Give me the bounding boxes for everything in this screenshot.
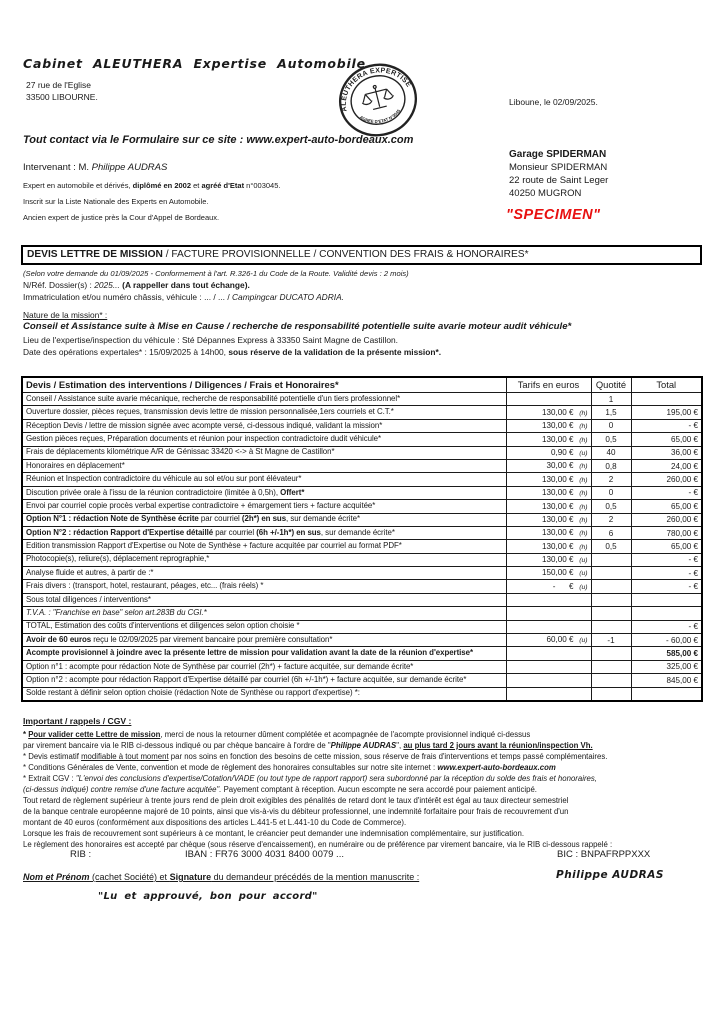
- fees-table: [21, 376, 703, 702]
- row-total: 585,00 €: [631, 647, 702, 660]
- row-description: Conseil / Assistance suite avarie mécanique, recherche de responsabilité potentielle d'un tiers professionnel*: [22, 393, 506, 406]
- row-total: 65,00 €: [631, 433, 702, 446]
- row-quotite: 2: [591, 513, 631, 526]
- row-tarif: [506, 647, 591, 660]
- cgv-line: * Pour valider cette Lettre de mission, merci de nous la retourner dûment complétée et acompagnée de l'acompte provisionnel indiqué ci-dessus: [23, 730, 531, 739]
- table-row: [22, 513, 702, 526]
- fees-table-wrap: [21, 376, 703, 702]
- row-description: Sous total diligences / interventions*: [22, 593, 506, 606]
- row-tarif: 30,00 € (h): [506, 459, 591, 472]
- row-total: 195,00 €: [631, 406, 702, 419]
- row-total: - €: [631, 580, 702, 593]
- company-name: Cabinet ALEUTHERA Expertise Automobile: [23, 56, 366, 71]
- table-row: [22, 500, 702, 513]
- cgv-line: * Devis estimatif modifiable à tout moment par nos soins en fonction des besoins de cette mission, sous réserve de frais d'interventions et temps passé complémentaires.: [23, 752, 608, 761]
- row-tarif: 130,00 € (h): [506, 540, 591, 553]
- row-quotite: 1: [591, 393, 631, 406]
- row-tarif: 130,00 € (h): [506, 500, 591, 513]
- table-row: [22, 419, 702, 432]
- row-description: Option n°1 : acompte pour rédaction Note de Synthèse par courriel (2h*) + facture acquitée, sur demande écrite*: [22, 660, 506, 673]
- row-total: - €: [631, 620, 702, 633]
- row-quotite: 0: [591, 486, 631, 499]
- row-description: Solde restant à définir selon option choisie (rédaction Note de Synthèse ou rapport d'expertise) *:: [22, 687, 506, 701]
- row-tarif: 130,00 € (h): [506, 406, 591, 419]
- row-tarif: [506, 607, 591, 620]
- row-tarif: [506, 593, 591, 606]
- header-tarif: Tarifs en euros: [506, 377, 591, 393]
- row-tarif: 130,00 € (h): [506, 526, 591, 539]
- signature-name: Philippe AUDRAS: [556, 869, 664, 881]
- bic-value: BIC : BNPAFRPPXXX: [557, 849, 651, 860]
- row-description: Option N°1 : rédaction Note de Synthèse écrite par courriel (2h*) en sus, sur demande écrite*: [22, 513, 506, 526]
- row-total: 845,00 €: [631, 674, 702, 687]
- table-row: [22, 607, 702, 620]
- row-quotite: 0: [591, 419, 631, 432]
- immatriculation-line: Immatriculation et/ou numéro châssis, véhicule : ... / ... / Campingcar DUCATO ADRIA.: [23, 292, 345, 302]
- row-total: [631, 593, 702, 606]
- row-description: Honoraires en déplacement*: [22, 459, 506, 472]
- row-description: Frais de déplacements kilométrique A/R de Génissac 33420 <-> à St Magne de Castillon*: [22, 446, 506, 459]
- row-total: 325,00 €: [631, 660, 702, 673]
- cgv-line: par virement bancaire via le RIB ci-dessous indiqué ou par chèque bancaire à l'ordre de "Philippe AUDRAS", au plus tard 2 jours avant la réunion/inspection Vh.: [23, 741, 593, 750]
- row-quotite: 0,8: [591, 459, 631, 472]
- cgv-line: montant de 40 euros (conformément aux dispositions des articles L.441-5 et L.441-10 du Code de Commerce).: [23, 818, 407, 827]
- row-total: [631, 687, 702, 701]
- row-tarif: 130,00 € (u): [506, 553, 591, 566]
- cgv-line: Le règlement des honoraires est accepté par chèque (sous réserve d'encaissement), en numéraire ou de préférence par virement bancaire, via le RIB ci-dessous rappelé :: [23, 840, 613, 849]
- table-row: [22, 393, 702, 406]
- cgv-line: Tout retard de règlement supérieur à trente jours rend de plein droit exigibles des pénalités de retard dont le taux d'intérêt est égal au taux directeur semestriel: [23, 796, 569, 805]
- stamp-top-text: ALEUTHERA EXPERTISE: [340, 67, 413, 113]
- row-total: - €: [631, 419, 702, 432]
- recipient-name: Garage SPIDERMAN: [509, 149, 607, 160]
- signature-mention: "Lu et approuvé, bon pour accord": [98, 891, 318, 902]
- row-total: 65,00 €: [631, 540, 702, 553]
- row-description: Edition transmission Rapport d'Expertise ou Note de Synthèse + facture acquitée par courriel au format PDF*: [22, 540, 506, 553]
- cgv-line: Lorsque les frais de recouvrement sont supérieurs à ce montant, le créancier peut demander une indemnisation complémentaire, sur justification.: [23, 829, 524, 838]
- row-tarif: - € (u): [506, 580, 591, 593]
- document-title: DEVIS LETTRE DE MISSION / FACTURE PROVISIONNELLE / CONVENTION DES FRAIS & HONORAIRES*: [21, 245, 702, 265]
- company-address-line2: 33500 LIBOURNE.: [26, 92, 98, 102]
- row-total: - €: [631, 553, 702, 566]
- company-stamp: [336, 60, 420, 140]
- table-header-row: [22, 377, 702, 393]
- row-quotite: [591, 607, 631, 620]
- recipient-block: [509, 148, 608, 200]
- row-quotite: 1,5: [591, 406, 631, 419]
- row-total: - €: [631, 486, 702, 499]
- row-total: - €: [631, 567, 702, 580]
- row-tarif: 130,00 € (h): [506, 419, 591, 432]
- table-row: [22, 634, 702, 647]
- row-tarif: 60,00 € (u): [506, 634, 591, 647]
- row-description: Gestion pièces reçues, Préparation documents et réunion pour inspection contradictoire dudit véhicule*: [22, 433, 506, 446]
- row-quotite: [591, 593, 631, 606]
- mission-date-ops: Date des opérations expertales* : 15/09/2025 à 14h00, sous réserve de la validation de la présente mission*.: [23, 347, 442, 357]
- row-quotite: [591, 567, 631, 580]
- row-tarif: [506, 393, 591, 406]
- table-row: [22, 473, 702, 486]
- rib-label: RIB :: [70, 849, 92, 860]
- header-total: Total: [631, 377, 702, 393]
- row-quotite: [591, 660, 631, 673]
- row-description: Réception Devis / lettre de mission signée avec acompte versé, ci-dessous indiqué, validant la mission*: [22, 419, 506, 432]
- stamp-bottom-text: AGREE D'ETAT N°3045: [358, 108, 402, 125]
- row-total: 65,00 €: [631, 500, 702, 513]
- row-tarif: 0,90 € (u): [506, 446, 591, 459]
- row-description: T.V.A. : "Franchise en base" selon art.283B du CGI.*: [22, 607, 506, 620]
- row-tarif: 150,00 € (u): [506, 567, 591, 580]
- recipient-street: 22 route de Saint Leger: [509, 175, 609, 186]
- row-quotite: 2: [591, 473, 631, 486]
- row-tarif: [506, 660, 591, 673]
- cgv-line: * Conditions Générales de Vente, convention et mode de règlement des honoraires consultables sur notre site internet : www.expert-auto-bordeaux.com: [23, 763, 556, 772]
- row-description: Envoi par courriel copie procès verbal expertise contradictoire + émargement tiers + facture acquitée*: [22, 500, 506, 513]
- row-total: [631, 607, 702, 620]
- table-row: [22, 446, 702, 459]
- row-total: 260,00 €: [631, 473, 702, 486]
- row-description: Photocopie(s), reliure(s), déplacement reprographie,*: [22, 553, 506, 566]
- header-description: Devis / Estimation des interventions / Diligences / Frais et Honoraires*: [22, 377, 506, 393]
- cgv-line: (ci-dessus indiqué) contre remise d'une facture acquitée". Payement comptant à réception. Aucun escompte ne sera accordé pour paiement anticipé.: [23, 785, 537, 794]
- row-quotite: 40: [591, 446, 631, 459]
- row-quotite: 0,5: [591, 500, 631, 513]
- cgv-line: de la banque centrale européenne majoré de 10 points, ainsi que vis-à-vis du débiteur professionnel, une indemnité forfaitaire pour frais de recouvrement d'un: [23, 807, 569, 816]
- company-address-line1: 27 rue de l'Eglise: [26, 80, 91, 90]
- row-quotite: 6: [591, 526, 631, 539]
- table-row: [22, 540, 702, 553]
- row-total: 36,00 €: [631, 446, 702, 459]
- table-row: [22, 660, 702, 673]
- credential-line-2: Inscrit sur la Liste Nationale des Experts en Automobile.: [23, 197, 209, 206]
- row-total: 260,00 €: [631, 513, 702, 526]
- row-description: Frais divers : (transport, hotel, restaurant, péages, etc... (frais réels) *: [22, 580, 506, 593]
- scales-icon: [359, 82, 396, 112]
- row-total: [631, 393, 702, 406]
- row-tarif: 130,00 € (h): [506, 473, 591, 486]
- table-row: [22, 526, 702, 539]
- recipient-city: 40250 MUGRON: [509, 188, 582, 199]
- row-quotite: [591, 647, 631, 660]
- table-row: [22, 687, 702, 701]
- specimen-watermark: "SPECIMEN": [506, 207, 601, 223]
- cgv-heading: Important / rappels / CGV :: [23, 716, 132, 726]
- row-tarif: [506, 674, 591, 687]
- row-description: Discution privée orale à l'issu de la réunion contradictoire (limitée à 0,5h), Offert*: [22, 486, 506, 499]
- table-row: [22, 567, 702, 580]
- row-quotite: 0,5: [591, 540, 631, 553]
- signature-instruction: Nom et Prénom (cachet Société) et Signature du demandeur précédés de la mention manuscrite :: [23, 872, 420, 882]
- table-row: [22, 406, 702, 419]
- row-total: 780,00 €: [631, 526, 702, 539]
- row-tarif: [506, 687, 591, 701]
- validity-note: (Selon votre demande du 01/09/2025 - Conformement à l'art. R.326-1 du Code de la Route. Validité devis : 2 mois): [23, 269, 409, 278]
- recipient-contact: Monsieur SPIDERMAN: [509, 162, 608, 173]
- row-quotite: [591, 620, 631, 633]
- header-quotite: Quotité: [591, 377, 631, 393]
- table-row: [22, 459, 702, 472]
- row-quotite: -1: [591, 634, 631, 647]
- contact-line: Tout contact via le Formulaire sur ce site : www.expert-auto-bordeaux.com: [23, 134, 414, 146]
- table-row: [22, 486, 702, 499]
- reference-line: N/Réf. Dossier(s) : 2025... (A rappeller dans tout échange).: [23, 280, 250, 290]
- row-quotite: [591, 674, 631, 687]
- credential-line-1: Expert en automobile et dérivés, diplômé en 2002 et agréé d'Etat n°003045.: [23, 181, 281, 190]
- row-description: Ouverture dossier, pièces reçues, transmission devis lettre de mission personnalisée,1ers courriels et C.T.*: [22, 406, 506, 419]
- table-row: [22, 553, 702, 566]
- mission-nature-label: Nature de la mission* :: [23, 310, 108, 320]
- row-quotite: [591, 580, 631, 593]
- document-date: Liboune, le 02/09/2025.: [509, 97, 598, 107]
- table-row: [22, 674, 702, 687]
- mission-nature-value: Conseil et Assistance suite à Mise en Cause / recherche de responsabilité potentielle suite avarie moteur audit véhicule*: [23, 321, 572, 332]
- row-description: TOTAL, Estimation des coûts d'interventions et diligences selon option choisie *: [22, 620, 506, 633]
- row-tarif: 130,00 € (h): [506, 513, 591, 526]
- row-total: - 60,00 €: [631, 634, 702, 647]
- cgv-text: [23, 729, 701, 850]
- row-description: Acompte provisionnel à joindre avec la présente lettre de mission pour validation avant la date de la réunion d'expertise*: [22, 647, 506, 660]
- row-quotite: [591, 553, 631, 566]
- table-row: [22, 580, 702, 593]
- row-quotite: 0,5: [591, 433, 631, 446]
- row-tarif: [506, 620, 591, 633]
- table-row: [22, 620, 702, 633]
- table-row: [22, 433, 702, 446]
- row-description: Option N°2 : rédaction Rapport d'Expertise détaillé par courriel (6h +/-1h*) en sus, sur demande écrite*: [22, 526, 506, 539]
- iban-value: IBAN : FR76 3000 4031 8400 0079 ...: [185, 849, 344, 860]
- row-description: Option n°2 : acompte pour rédaction Rapport d'Expertise détaillé par courriel (6h +/-1h*) + facture acquitée, sur demande écrite*: [22, 674, 506, 687]
- row-description: Réunion et Inspection contradictoire du véhicule au sol et/ou sur pont élévateur*: [22, 473, 506, 486]
- row-description: Analyse fluide et autres, à partir de :*: [22, 567, 506, 580]
- intervenant-line: Intervenant : M. Philippe AUDRAS: [23, 162, 168, 173]
- cgv-line: * Extrait CGV : "L'envoi des conclusions d'expertise/Cotation/VADE (ou tout type de rapport rapport) sera subordonné par la réception du solde des frais et honoraires,: [23, 774, 597, 783]
- mission-location: Lieu de l'expertise/inspection du véhicule : Sté Dépannes Express à 33350 Saint Magne de Castillon.: [23, 335, 398, 345]
- table-row: [22, 647, 702, 660]
- row-tarif: 130,00 € (h): [506, 486, 591, 499]
- row-description: Avoir de 60 euros reçu le 02/09/2025 par virement bancaire pour première consultation*: [22, 634, 506, 647]
- row-total: 24,00 €: [631, 459, 702, 472]
- table-row: [22, 593, 702, 606]
- credential-line-3: Ancien expert de justice près la Cour d'Appel de Bordeaux.: [23, 213, 220, 222]
- row-quotite: [591, 687, 631, 701]
- row-tarif: 130,00 € (h): [506, 433, 591, 446]
